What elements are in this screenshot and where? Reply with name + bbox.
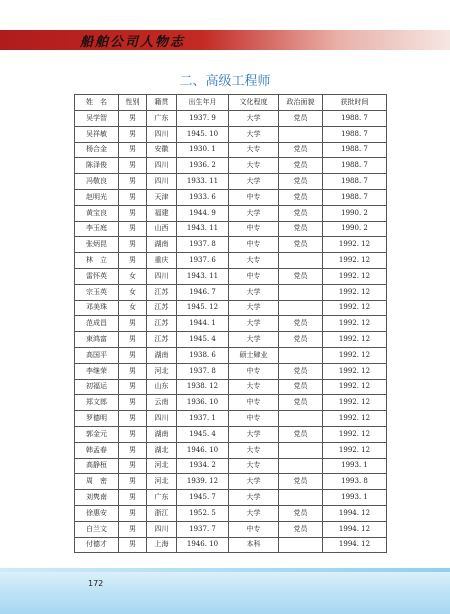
education-cell: 硕士肄业 [229,347,279,363]
approval-cell: 1993. 8 [323,474,387,490]
education-cell: 中专 [229,395,279,411]
gender-cell: 男 [119,505,147,521]
table-row [75,537,387,553]
section-title: 二、高级工程师 [179,74,271,89]
approval-cell: 1992. 12 [323,284,387,300]
political-cell [279,347,323,363]
birth-cell: 1937. 8 [177,237,229,253]
hometown-cell: 广东 [147,490,177,506]
birth-cell: 1946. 10 [177,442,229,458]
table-row [75,174,387,190]
birth-cell: 1945. 10 [177,126,229,142]
education-cell: 大学 [229,300,279,316]
political-cell [279,411,323,427]
name-cell: 李玉庭 [75,221,119,237]
gender-cell: 男 [119,395,147,411]
education-cell: 中专 [229,363,279,379]
gender-cell: 男 [119,189,147,205]
gender-cell: 女 [119,300,147,316]
table-row [75,332,387,348]
name-cell: 高国平 [75,347,119,363]
approval-cell: 1992. 12 [323,316,387,332]
column-header: 姓 名 [75,95,119,111]
birth-cell: 1936. 10 [177,395,229,411]
hometown-cell: 四川 [147,411,177,427]
birth-cell: 1946. 10 [177,537,229,553]
name-cell: 范成昌 [75,316,119,332]
name-cell: 林 立 [75,253,119,269]
political-cell: 党员 [279,158,323,174]
approval-cell: 1988. 7 [323,142,387,158]
approval-cell: 1988. 7 [323,111,387,127]
hometown-cell: 湖南 [147,426,177,442]
approval-cell: 1990. 2 [323,205,387,221]
hometown-cell: 四川 [147,158,177,174]
table-row [75,142,387,158]
table-row [75,347,387,363]
gender-cell: 男 [119,253,147,269]
hometown-cell: 河北 [147,474,177,490]
gender-cell: 男 [119,332,147,348]
gender-cell: 男 [119,237,147,253]
political-cell: 党员 [279,111,323,127]
gender-cell: 女 [119,284,147,300]
hometown-cell: 重庆 [147,253,177,269]
table-header-row [75,95,387,111]
name-cell: 罗德明 [75,411,119,427]
education-cell: 本科 [229,537,279,553]
gender-cell: 男 [119,142,147,158]
political-cell: 党员 [279,426,323,442]
name-cell: 刘隽南 [75,490,119,506]
name-cell: 吴学智 [75,111,119,127]
hometown-cell: 江苏 [147,284,177,300]
birth-cell: 1943. 11 [177,221,229,237]
birth-cell: 1952. 5 [177,505,229,521]
hometown-cell: 上海 [147,537,177,553]
table-row [75,284,387,300]
table-row [75,521,387,537]
birth-cell: 1936. 2 [177,158,229,174]
approval-cell: 1992. 12 [323,347,387,363]
hometown-cell: 福建 [147,205,177,221]
column-header: 文化程度 [229,95,279,111]
table-row [75,426,387,442]
column-header: 性别 [119,95,147,111]
birth-cell: 1938. 6 [177,347,229,363]
hometown-cell: 湖南 [147,347,177,363]
education-cell: 大专 [229,158,279,174]
gender-cell: 男 [119,458,147,474]
political-cell [279,253,323,269]
political-cell [279,300,323,316]
education-cell: 大学 [229,111,279,127]
education-cell: 大专 [229,442,279,458]
name-cell: 徐惠安 [75,505,119,521]
hometown-cell: 江苏 [147,300,177,316]
table-row [75,411,387,427]
education-cell: 中专 [229,521,279,537]
hometown-cell: 四川 [147,126,177,142]
education-cell: 大学 [229,490,279,506]
hometown-cell: 河北 [147,458,177,474]
gender-cell: 男 [119,347,147,363]
column-header: 获批时间 [323,95,387,111]
name-cell: 束鸿富 [75,332,119,348]
gender-cell: 男 [119,490,147,506]
approval-cell: 1993. 1 [323,490,387,506]
birth-cell: 1934. 2 [177,458,229,474]
gender-cell: 男 [119,379,147,395]
gender-cell: 男 [119,411,147,427]
hometown-cell: 湖南 [147,237,177,253]
birth-cell: 1944. 1 [177,316,229,332]
gender-cell: 男 [119,474,147,490]
table-row [75,237,387,253]
name-cell: 张炳昆 [75,237,119,253]
political-cell: 党员 [279,174,323,190]
approval-cell: 1988. 7 [323,189,387,205]
hometown-cell: 湖北 [147,442,177,458]
gender-cell: 男 [119,174,147,190]
hometown-cell: 浙江 [147,505,177,521]
gender-cell: 男 [119,442,147,458]
name-cell: 杨合金 [75,142,119,158]
approval-cell: 1992. 12 [323,426,387,442]
political-cell: 党员 [279,379,323,395]
name-cell: 邓美珠 [75,300,119,316]
approval-cell: 1992. 12 [323,253,387,269]
education-cell: 中专 [229,411,279,427]
approval-cell: 1994. 12 [323,521,387,537]
approval-cell: 1994. 12 [323,537,387,553]
political-cell [279,442,323,458]
political-cell: 党员 [279,316,323,332]
hometown-cell: 山西 [147,221,177,237]
political-cell: 党员 [279,332,323,348]
table-row [75,221,387,237]
political-cell: 党员 [279,142,323,158]
political-cell: 党员 [279,268,323,284]
table-row [75,395,387,411]
approval-cell: 1992. 12 [323,300,387,316]
birth-cell: 1937. 1 [177,411,229,427]
engineer-roster-table [74,94,387,553]
education-cell: 大学 [229,474,279,490]
gender-cell: 男 [119,521,147,537]
political-cell: 党员 [279,395,323,411]
name-cell: 雷怀英 [75,268,119,284]
hometown-cell: 四川 [147,268,177,284]
birth-cell: 1933. 6 [177,189,229,205]
gender-cell: 男 [119,205,147,221]
education-cell: 大学 [229,205,279,221]
birth-cell: 1943. 11 [177,268,229,284]
table-row [75,126,387,142]
column-header: 籍贯 [147,95,177,111]
approval-cell: 1990. 2 [323,221,387,237]
hometown-cell: 广东 [147,111,177,127]
name-cell: 李继荣 [75,363,119,379]
education-cell: 中专 [229,237,279,253]
name-cell: 高静桓 [75,458,119,474]
education-cell: 大专 [229,142,279,158]
name-cell: 周 密 [75,474,119,490]
hometown-cell: 四川 [147,521,177,537]
table-row [75,458,387,474]
birth-cell: 1945. 12 [177,300,229,316]
hometown-cell: 河北 [147,363,177,379]
table-row [75,363,387,379]
gender-cell: 男 [119,111,147,127]
hometown-cell: 江苏 [147,332,177,348]
name-cell: 韩孟春 [75,442,119,458]
education-cell: 大学 [229,284,279,300]
political-cell: 党员 [279,189,323,205]
name-cell: 冯敬良 [75,174,119,190]
education-cell: 大学 [229,126,279,142]
birth-cell: 1937. 6 [177,253,229,269]
education-cell: 大专 [229,379,279,395]
gender-cell: 男 [119,221,147,237]
approval-cell: 1992. 12 [323,237,387,253]
hometown-cell: 云南 [147,395,177,411]
political-cell [279,490,323,506]
approval-cell: 1988. 7 [323,158,387,174]
education-cell: 大学 [229,316,279,332]
chapter-title: 船舶公司人物志 [80,35,186,50]
approval-cell: 1992. 12 [323,395,387,411]
gender-cell: 男 [119,158,147,174]
political-cell: 党员 [279,505,323,521]
education-cell: 大专 [229,253,279,269]
birth-cell: 1946. 7 [177,284,229,300]
political-cell: 党员 [279,205,323,221]
gender-cell: 男 [119,316,147,332]
education-cell: 大学 [229,332,279,348]
approval-cell: 1994. 12 [323,505,387,521]
name-cell: 初福运 [75,379,119,395]
political-cell [279,458,323,474]
name-cell: 白兰文 [75,521,119,537]
name-cell: 黄宝良 [75,205,119,221]
name-cell: 赵明光 [75,189,119,205]
name-cell: 付德才 [75,537,119,553]
table-row [75,379,387,395]
education-cell: 大学 [229,426,279,442]
hometown-cell: 山东 [147,379,177,395]
gender-cell: 男 [119,537,147,553]
birth-cell: 1937. 9 [177,111,229,127]
footer-stripe [0,568,450,572]
birth-cell: 1945. 7 [177,490,229,506]
table-row [75,442,387,458]
education-cell: 大专 [229,458,279,474]
table-body [75,111,387,553]
chapter-header-bar [0,30,450,50]
birth-cell: 1945. 4 [177,426,229,442]
table-row [75,268,387,284]
gender-cell: 男 [119,126,147,142]
approval-cell: 1992. 12 [323,442,387,458]
hometown-cell: 四川 [147,174,177,190]
gender-cell: 男 [119,363,147,379]
name-cell: 陈泽俊 [75,158,119,174]
political-cell [279,537,323,553]
table-row [75,158,387,174]
political-cell: 党员 [279,474,323,490]
table-row [75,300,387,316]
approval-cell: 1988. 7 [323,126,387,142]
birth-cell: 1937. 7 [177,521,229,537]
approval-cell: 1993. 1 [323,458,387,474]
birth-cell: 1944. 9 [177,205,229,221]
political-cell: 党员 [279,237,323,253]
education-cell: 大学 [229,505,279,521]
birth-cell: 1930. 1 [177,142,229,158]
column-header: 出生年月 [177,95,229,111]
table-row [75,189,387,205]
table-row [75,205,387,221]
name-cell: 郭金元 [75,426,119,442]
birth-cell: 1939. 12 [177,474,229,490]
education-cell: 中专 [229,189,279,205]
column-header: 政治面貌 [279,95,323,111]
name-cell: 宗玉英 [75,284,119,300]
birth-cell: 1945. 4 [177,332,229,348]
table-row [75,111,387,127]
table-row [75,490,387,506]
table-row [75,316,387,332]
approval-cell: 1992. 12 [323,268,387,284]
name-cell: 吴祥敏 [75,126,119,142]
birth-cell: 1933. 11 [177,174,229,190]
hometown-cell: 天津 [147,189,177,205]
page-footer [0,568,450,614]
gender-cell: 女 [119,268,147,284]
approval-cell: 1992. 12 [323,332,387,348]
page-number: 172 [88,579,104,588]
name-cell: 郑文郎 [75,395,119,411]
approval-cell: 1988. 7 [323,174,387,190]
education-cell: 大学 [229,174,279,190]
political-cell [279,126,323,142]
approval-cell: 1992. 12 [323,379,387,395]
birth-cell: 1938. 12 [177,379,229,395]
approval-cell: 1992. 12 [323,363,387,379]
hometown-cell: 安徽 [147,142,177,158]
political-cell: 党员 [279,521,323,537]
political-cell: 党员 [279,221,323,237]
education-cell: 中专 [229,221,279,237]
education-cell: 中专 [229,268,279,284]
gender-cell: 男 [119,426,147,442]
political-cell [279,284,323,300]
table-row [75,505,387,521]
table-row [75,474,387,490]
birth-cell: 1937. 8 [177,363,229,379]
hometown-cell: 江苏 [147,316,177,332]
political-cell: 党员 [279,363,323,379]
approval-cell: 1992. 12 [323,411,387,427]
table-row [75,253,387,269]
